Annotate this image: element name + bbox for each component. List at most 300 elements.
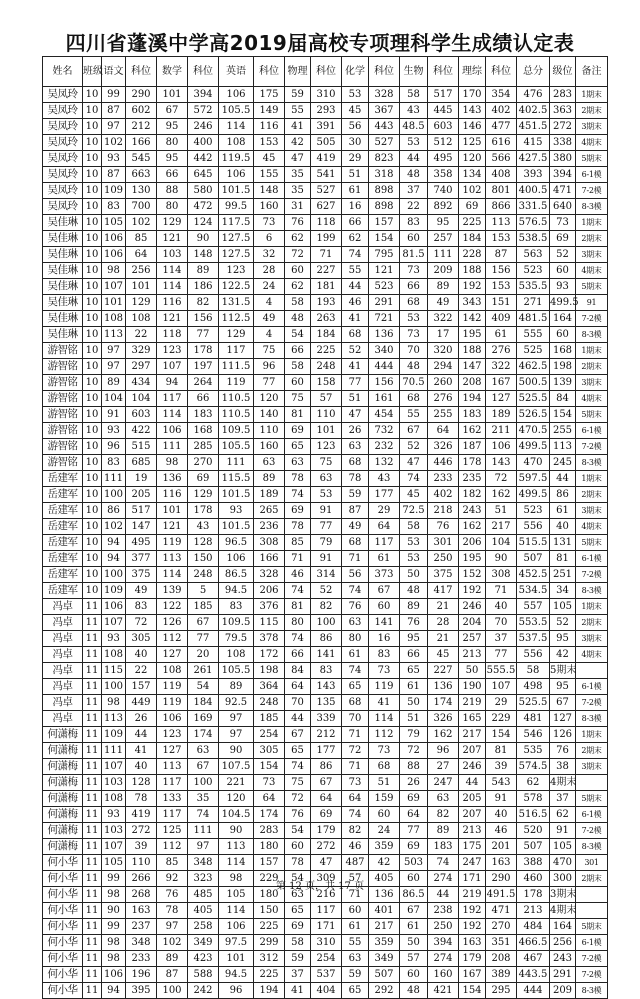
student-name-cell: 冯卓 xyxy=(43,631,83,647)
score-cell: 70 xyxy=(342,711,369,727)
student-name-cell: 吴凤玲 xyxy=(43,151,83,167)
score-cell: 470.5 xyxy=(517,423,550,439)
student-name-cell: 何潇梅 xyxy=(43,839,83,855)
table-row xyxy=(43,439,608,455)
score-cell: 106 xyxy=(102,599,126,615)
score-cell: 102 xyxy=(102,519,126,535)
score-cell: 516.5 xyxy=(517,807,550,823)
score-cell: 74 xyxy=(342,663,369,679)
score-cell: 77 xyxy=(400,823,428,839)
score-cell: 153 xyxy=(486,279,517,295)
score-cell: 388 xyxy=(517,855,550,871)
note-cell: 4期末 xyxy=(576,391,608,407)
score-cell: 290 xyxy=(126,87,157,103)
score-cell: 312 xyxy=(254,951,285,967)
table-row xyxy=(43,487,608,503)
score-cell: 66 xyxy=(157,167,188,183)
score-cell: 39 xyxy=(126,839,157,855)
score-cell: 50 xyxy=(400,695,428,711)
score-cell: 96.5 xyxy=(219,535,254,551)
student-name-cell: 何小华 xyxy=(43,935,83,951)
score-cell: 247 xyxy=(428,775,459,791)
score-cell: 359 xyxy=(369,839,400,855)
score-cell: 62 xyxy=(550,807,576,823)
note-cell xyxy=(576,775,608,791)
score-cell: 171 xyxy=(311,919,342,935)
score-cell: 3期末 xyxy=(550,887,576,903)
score-cell: 81 xyxy=(486,743,517,759)
score-cell: 422 xyxy=(126,423,157,439)
score-cell: 163 xyxy=(486,855,517,871)
student-name-cell: 吴佳琳 xyxy=(43,247,83,263)
score-cell: 93 xyxy=(102,151,126,167)
score-cell: 111 xyxy=(219,455,254,471)
student-name-cell: 游智铭 xyxy=(43,343,83,359)
score-cell: 69 xyxy=(400,839,428,855)
score-cell: 128 xyxy=(188,535,219,551)
score-cell: 143 xyxy=(459,103,486,119)
score-cell: 98 xyxy=(157,455,188,471)
score-cell: 546 xyxy=(517,727,550,743)
score-cell: 373 xyxy=(369,567,400,583)
score-cell: 251 xyxy=(550,567,576,583)
score-cell: 363 xyxy=(550,103,576,119)
note-cell: 8-3模 xyxy=(576,199,608,215)
score-cell: 52 xyxy=(550,247,576,263)
score-cell: 184 xyxy=(311,327,342,343)
table-row xyxy=(43,471,608,487)
note-cell: 5期末 xyxy=(576,279,608,295)
score-cell: 62 xyxy=(342,231,369,247)
score-cell: 76 xyxy=(285,807,311,823)
score-cell: 58 xyxy=(400,87,428,103)
score-cell: 263 xyxy=(311,311,342,327)
score-cell: 250 xyxy=(428,551,459,567)
score-cell: 72 xyxy=(285,247,311,263)
score-cell: 68 xyxy=(342,327,369,343)
score-cell: 266 xyxy=(126,871,157,887)
score-cell: 556 xyxy=(517,519,550,535)
score-cell: 40 xyxy=(486,807,517,823)
score-cell: 10 xyxy=(83,359,102,375)
score-cell: 87 xyxy=(342,503,369,519)
student-name-cell: 游智铭 xyxy=(43,391,83,407)
score-cell: 65 xyxy=(285,743,311,759)
score-cell: 51 xyxy=(342,391,369,407)
score-cell: 204 xyxy=(459,615,486,631)
score-cell: 89 xyxy=(188,263,219,279)
score-cell: 81.5 xyxy=(400,247,428,263)
score-cell: 236 xyxy=(254,519,285,535)
score-cell: 60 xyxy=(285,375,311,391)
score-cell: 167 xyxy=(459,967,486,983)
score-cell: 11 xyxy=(83,983,102,999)
score-cell: 194 xyxy=(459,391,486,407)
score-cell: 69 xyxy=(459,199,486,215)
score-cell: 35 xyxy=(285,167,311,183)
score-cell: 53 xyxy=(400,535,428,551)
column-header: 级位 xyxy=(550,57,576,87)
score-cell: 213 xyxy=(459,823,486,839)
note-cell: 6-1模 xyxy=(576,167,608,183)
score-cell: 40 xyxy=(126,647,157,663)
score-cell: 238 xyxy=(428,903,459,919)
score-cell: 272 xyxy=(126,823,157,839)
table-row xyxy=(43,423,608,439)
score-cell: 63 xyxy=(285,455,311,471)
score-cell: 467 xyxy=(517,951,550,967)
score-cell: 10 xyxy=(83,295,102,311)
score-cell: 260 xyxy=(428,375,459,391)
column-header: 理综 xyxy=(459,57,486,87)
student-name-cell: 吴凤玲 xyxy=(43,167,83,183)
score-cell: 405 xyxy=(188,903,219,919)
score-cell: 60 xyxy=(550,327,576,343)
score-cell: 121 xyxy=(157,519,188,535)
score-cell: 515.5 xyxy=(517,535,550,551)
score-cell: 156 xyxy=(486,263,517,279)
score-cell: 208 xyxy=(486,951,517,967)
score-cell: 127 xyxy=(550,711,576,727)
score-cell: 177 xyxy=(369,487,400,503)
score-cell: 194 xyxy=(254,983,285,999)
score-cell: 96 xyxy=(102,439,126,455)
column-header: 英语 xyxy=(219,57,254,87)
score-cell: 268 xyxy=(126,887,157,903)
score-cell: 198 xyxy=(254,663,285,679)
score-cell: 115.5 xyxy=(219,471,254,487)
score-cell: 10 xyxy=(83,135,102,151)
page-footer: 第 12 页，共 17 页 xyxy=(275,881,365,892)
score-cell: 67 xyxy=(188,759,219,775)
score-cell: 64 xyxy=(342,791,369,807)
score-cell: 100 xyxy=(157,983,188,999)
score-cell: 60 xyxy=(400,871,428,887)
score-cell: 10 xyxy=(83,375,102,391)
score-cell: 92 xyxy=(157,871,188,887)
score-cell: 527 xyxy=(311,183,342,199)
score-cell: 427.5 xyxy=(517,151,550,167)
score-cell: 76 xyxy=(342,599,369,615)
score-cell: 53 xyxy=(342,87,369,103)
column-header: 总分 xyxy=(517,57,550,87)
score-cell: 167 xyxy=(486,375,517,391)
score-cell: 499.5 xyxy=(517,487,550,503)
note-cell: 8-3模 xyxy=(576,839,608,855)
score-cell: 328 xyxy=(254,567,285,583)
score-cell: 76 xyxy=(400,615,428,631)
score-cell: 101 xyxy=(157,503,188,519)
score-cell: 44 xyxy=(126,727,157,743)
score-cell: 29 xyxy=(486,695,517,711)
student-name-cell: 吴佳琳 xyxy=(43,215,83,231)
table-row xyxy=(43,903,608,919)
score-cell: 21 xyxy=(428,599,459,615)
score-cell: 11 xyxy=(83,871,102,887)
table-row xyxy=(43,615,608,631)
score-cell: 67 xyxy=(311,775,342,791)
score-cell: 515 xyxy=(126,439,157,455)
score-cell: 300 xyxy=(550,871,576,887)
score-cell: 153 xyxy=(486,231,517,247)
score-cell: 63 xyxy=(342,951,369,967)
table-row xyxy=(43,855,608,871)
score-cell: 64 xyxy=(369,519,400,535)
score-cell: 86 xyxy=(311,759,342,775)
score-cell: 72 xyxy=(126,615,157,631)
score-cell: 283 xyxy=(550,87,576,103)
score-cell: 166 xyxy=(254,551,285,567)
score-cell: 122.5 xyxy=(219,279,254,295)
score-cell: 98 xyxy=(102,935,126,951)
score-cell: 179 xyxy=(311,823,342,839)
score-cell: 132 xyxy=(369,455,400,471)
score-cell: 314 xyxy=(311,567,342,583)
score-cell: 293 xyxy=(311,103,342,119)
score-cell: 11 xyxy=(83,663,102,679)
score-cell: 114 xyxy=(219,903,254,919)
score-cell: 193 xyxy=(311,295,342,311)
score-cell: 212 xyxy=(126,119,157,135)
score-cell: 38 xyxy=(550,759,576,775)
score-cell: 69 xyxy=(400,791,428,807)
score-cell: 60 xyxy=(342,903,369,919)
score-cell: 70 xyxy=(486,615,517,631)
score-cell: 67 xyxy=(400,903,428,919)
score-cell: 183 xyxy=(428,839,459,855)
score-cell: 107 xyxy=(102,279,126,295)
score-cell: 100 xyxy=(311,615,342,631)
score-cell: 199 xyxy=(311,231,342,247)
score-cell: 254 xyxy=(311,951,342,967)
score-cell: 297 xyxy=(126,359,157,375)
score-cell: 50 xyxy=(400,935,428,951)
score-cell: 42 xyxy=(285,135,311,151)
table-row xyxy=(43,567,608,583)
score-cell: 75 xyxy=(285,775,311,791)
score-cell: 211 xyxy=(486,423,517,439)
score-cell: 110 xyxy=(254,423,285,439)
score-cell: 113 xyxy=(157,551,188,567)
score-cell: 349 xyxy=(369,951,400,967)
score-cell: 142 xyxy=(459,311,486,327)
score-cell: 22 xyxy=(126,663,157,679)
score-cell: 525 xyxy=(517,343,550,359)
score-cell: 58 xyxy=(285,295,311,311)
score-cell: 106 xyxy=(102,967,126,983)
student-name-cell: 游智铭 xyxy=(43,359,83,375)
score-cell: 394 xyxy=(188,87,219,103)
table-row xyxy=(43,727,608,743)
score-cell: 60 xyxy=(369,807,400,823)
score-cell: 51 xyxy=(400,711,428,727)
score-cell: 338 xyxy=(550,135,576,151)
score-cell: 484 xyxy=(517,919,550,935)
table-row xyxy=(43,711,608,727)
score-cell: 64 xyxy=(311,791,342,807)
score-cell: 49 xyxy=(428,295,459,311)
score-cell: 198 xyxy=(550,359,576,375)
score-cell: 66 xyxy=(188,391,219,407)
score-cell: 70.5 xyxy=(400,375,428,391)
score-cell: 11 xyxy=(83,775,102,791)
note-cell: 7-2模 xyxy=(576,695,608,711)
score-cell: 10 xyxy=(83,87,102,103)
score-cell: 41 xyxy=(369,695,400,711)
score-cell: 116 xyxy=(157,295,188,311)
score-cell: 44 xyxy=(550,471,576,487)
table-row xyxy=(43,119,608,135)
score-cell: 10 xyxy=(83,183,102,199)
score-cell: 63 xyxy=(188,743,219,759)
score-cell: 89 xyxy=(219,679,254,695)
score-cell: 60 xyxy=(285,839,311,855)
score-cell: 47 xyxy=(342,407,369,423)
score-cell: 393 xyxy=(517,167,550,183)
score-cell: 247 xyxy=(459,855,486,871)
score-cell: 69 xyxy=(550,231,576,247)
score-cell: 170 xyxy=(459,87,486,103)
score-cell: 326 xyxy=(428,439,459,455)
score-cell: 59 xyxy=(285,951,311,967)
score-cell: 64 xyxy=(285,679,311,695)
score-cell: 100 xyxy=(188,775,219,791)
score-cell: 110.5 xyxy=(219,407,254,423)
score-cell: 29 xyxy=(342,151,369,167)
note-cell: 8-3模 xyxy=(576,711,608,727)
score-cell: 40 xyxy=(126,759,157,775)
score-cell: 101 xyxy=(219,951,254,967)
score-cell: 95 xyxy=(550,679,576,695)
score-cell: 572 xyxy=(188,103,219,119)
note-cell: 4期末 xyxy=(576,519,608,535)
score-cell: 485 xyxy=(188,887,219,903)
score-cell: 97 xyxy=(219,711,254,727)
score-cell: 186 xyxy=(188,279,219,295)
score-cell: 73 xyxy=(342,775,369,791)
score-cell: 28 xyxy=(254,263,285,279)
score-cell: 60 xyxy=(400,967,428,983)
score-cell: 218 xyxy=(428,503,459,519)
student-name-cell: 何小华 xyxy=(43,919,83,935)
score-cell: 208 xyxy=(459,375,486,391)
score-cell: 99.5 xyxy=(219,199,254,215)
score-cell: 98 xyxy=(102,887,126,903)
score-cell: 283 xyxy=(254,823,285,839)
score-cell: 117.5 xyxy=(219,215,254,231)
score-cell: 10 xyxy=(83,423,102,439)
score-cell: 101 xyxy=(311,423,342,439)
score-cell: 59 xyxy=(285,87,311,103)
score-cell: 114 xyxy=(219,119,254,135)
score-cell: 555.5 xyxy=(486,663,517,679)
score-cell: 93 xyxy=(102,807,126,823)
score-cell: 96 xyxy=(219,983,254,999)
note-cell: 5期末 xyxy=(576,151,608,167)
score-cell: 11 xyxy=(83,615,102,631)
score-cell: 520 xyxy=(517,823,550,839)
score-cell: 181 xyxy=(311,279,342,295)
score-cell: 113 xyxy=(219,839,254,855)
score-cell: 19 xyxy=(126,471,157,487)
score-cell: 97 xyxy=(102,119,126,135)
score-cell: 66 xyxy=(342,215,369,231)
score-cell: 106 xyxy=(157,711,188,727)
score-cell: 375 xyxy=(428,567,459,583)
table-row xyxy=(43,951,608,967)
score-cell: 566 xyxy=(486,151,517,167)
score-cell: 28 xyxy=(428,615,459,631)
score-cell: 409 xyxy=(486,311,517,327)
score-cell: 117 xyxy=(219,343,254,359)
score-cell: 160 xyxy=(254,199,285,215)
note-cell: 6-1模 xyxy=(576,935,608,951)
score-cell: 73 xyxy=(400,327,428,343)
table-row xyxy=(43,935,608,951)
score-cell: 178 xyxy=(459,455,486,471)
score-cell: 74 xyxy=(285,631,311,647)
note-cell: 2期末 xyxy=(576,615,608,631)
score-cell: 11 xyxy=(83,807,102,823)
note-cell: 7-2模 xyxy=(576,183,608,199)
score-cell: 42 xyxy=(369,855,400,871)
score-cell: 126 xyxy=(550,727,576,743)
score-cell: 90 xyxy=(188,231,219,247)
score-cell: 375 xyxy=(126,567,157,583)
score-cell: 272 xyxy=(550,119,576,135)
score-cell: 73 xyxy=(254,215,285,231)
score-cell: 174 xyxy=(188,727,219,743)
score-cell: 11 xyxy=(83,791,102,807)
score-cell: 256 xyxy=(550,935,576,951)
score-cell: 257 xyxy=(428,231,459,247)
score-cell: 37 xyxy=(550,791,576,807)
score-cell: 476 xyxy=(517,87,550,103)
score-cell: 135 xyxy=(311,695,342,711)
score-cell: 136 xyxy=(369,327,400,343)
score-cell: 129 xyxy=(188,487,219,503)
student-name-cell: 冯卓 xyxy=(43,599,83,615)
score-cell: 113 xyxy=(102,327,126,343)
score-cell: 43 xyxy=(400,103,428,119)
note-cell: 2期末 xyxy=(576,103,608,119)
score-cell: 499.5 xyxy=(550,295,576,311)
score-cell: 79.5 xyxy=(219,631,254,647)
column-header: 数学 xyxy=(157,57,188,87)
note-cell: 91 xyxy=(576,295,608,311)
score-cell: 74 xyxy=(400,471,428,487)
score-cell: 119 xyxy=(157,535,188,551)
score-cell: 127 xyxy=(486,391,517,407)
student-name-cell: 吴凤玲 xyxy=(43,183,83,199)
score-cell: 10 xyxy=(83,503,102,519)
score-cell: 11 xyxy=(83,679,102,695)
score-cell: 113 xyxy=(102,711,126,727)
score-cell: 69 xyxy=(285,423,311,439)
score-cell: 322 xyxy=(428,311,459,327)
score-cell: 505 xyxy=(311,135,342,151)
column-header: 科位 xyxy=(428,57,459,87)
score-cell: 60 xyxy=(285,263,311,279)
score-cell: 108 xyxy=(219,135,254,151)
score-cell: 84 xyxy=(285,663,311,679)
score-cell: 11 xyxy=(83,951,102,967)
score-cell: 86 xyxy=(311,631,342,647)
score-cell: 54 xyxy=(285,327,311,343)
score-cell: 235 xyxy=(459,471,486,487)
score-cell: 245 xyxy=(550,455,576,471)
score-cell: 146 xyxy=(459,119,486,135)
